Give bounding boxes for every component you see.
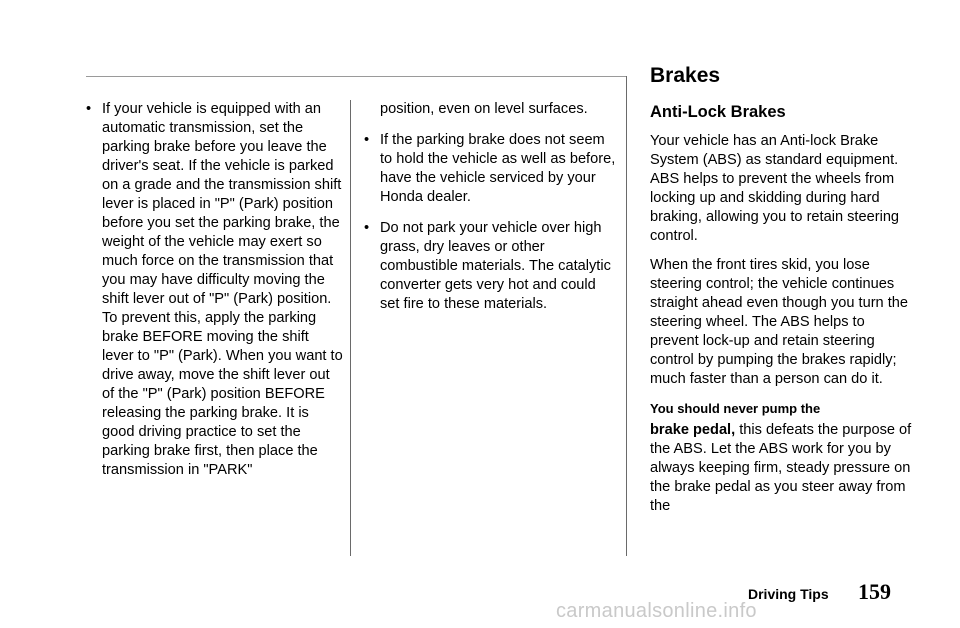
bullet-icon: • [364, 132, 370, 148]
bullet-continuation: position, even on level surfaces. [380, 101, 588, 117]
subsection-title: Anti-Lock Brakes [650, 103, 786, 121]
column-divider-right [626, 76, 627, 556]
middle-column [364, 100, 618, 326]
warning-lead: You should never pump the [650, 401, 821, 416]
bullet-text: If the parking brake does not seem to hold the vehicle as well as before, have the vehicle serviced by your Honda dealer. [380, 132, 616, 205]
header-rule [86, 76, 626, 77]
watermark: carmanualsonline.info [556, 600, 757, 622]
right-column [650, 132, 912, 526]
abs-intro-paragraph: Your vehicle has an Anti-lock Brake System (ABS) as standard equipment. ABS helps to prevent the wheels from locking up and skidding during hard braking, allowing you to retain steering control. [650, 133, 900, 244]
bullet-item-parking-brake-automatic [86, 100, 344, 480]
bullet-icon: • [364, 220, 370, 236]
left-column [86, 100, 344, 492]
bullet-text: If your vehicle is equipped with an automatic transmission, set the parking brake before you leave the driver's seat. If the vehicle is parked on a grade and the transmission shift lever is placed in "P" (Park) position before you set the parking brake, the weight of the vehicle may exert so much force on the transmission that you may have difficulty moving the shift lever out of "P" (Park) position. To prevent this, apply the parking brake BEFORE moving the shift lever to "P" (Park). When you want to drive away, move the shift lever out of the "P" (Park) position BEFORE releasing the parking brake. It is good driving practice to set the parking brake first, then place the transmission in "PARK" [102, 101, 343, 478]
abs-skid-paragraph: When the front tires skid, you lose steering control; the vehicle continues straight ahead even though you turn the steering wheel. The ABS helps to prevent lock-up and retain steering control by pumping the brakes rapidly; much faster than a person can do it. [650, 257, 909, 387]
bullet-item-parking-brake-service [364, 131, 618, 207]
abs-pump-warning [650, 399, 912, 516]
bullet-icon: • [86, 101, 92, 117]
bullet-text: Do not park your vehicle over high grass, dry leaves or other combustible materials. The catalytic converter gets very hot and could set fire to these materials. [380, 220, 611, 312]
warning-text: this defeats the purpose of the ABS. Let the ABS work for you by always keeping firm, steady pressure on the brake pedal as you steer away from the [650, 422, 912, 514]
page-number: 159 [858, 579, 891, 604]
warning-bold: brake pedal, [650, 422, 736, 438]
section-title: Brakes [650, 64, 721, 87]
column-divider-left [350, 100, 351, 556]
bullet-item-combustible-materials [364, 219, 618, 314]
footer-section-label: Driving Tips [748, 586, 829, 602]
